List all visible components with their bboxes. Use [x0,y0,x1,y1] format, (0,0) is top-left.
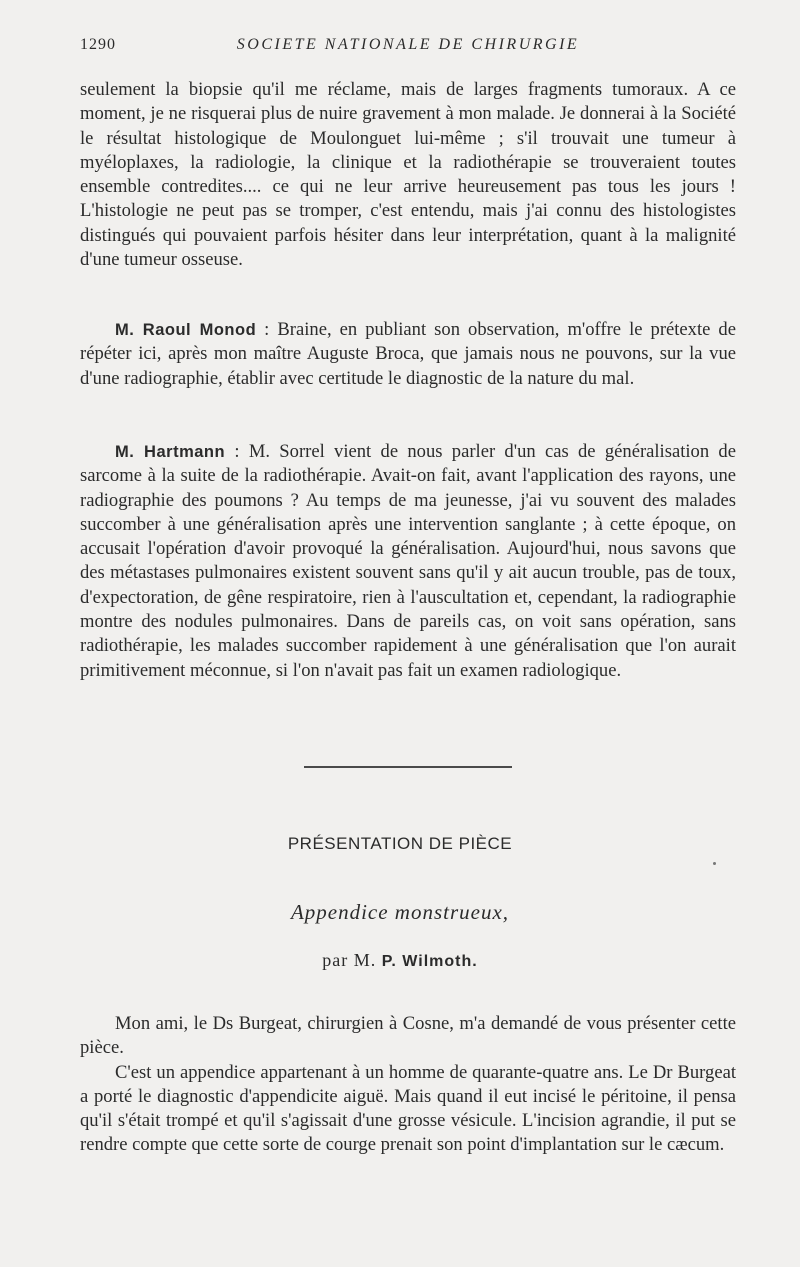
speaker-name: M. Raoul Monod [115,321,257,339]
paragraph: C'est un appendice appartenant à un homme de quarante-quatre ans. Le Dr Burgeat a porté le diagnostic d'appendicite aiguë. Mais quand il eut incisé le péritoine, il pensa qu'il s'était trompé et qu'il s'agissait d'une grosse vésicule. L'incision agrandie, il put se rendre compte que cette sorte de courge prenait son point d'implantation sur le cæcum. [80,1061,736,1156]
monod-remark [80,318,736,391]
paragraph [80,440,736,683]
article-title: Appendice monstrueux, [290,900,510,924]
byline-author: P. Wilmoth. [381,953,478,970]
article-body [80,1012,736,1158]
speaker-name: M. Hartmann [115,443,226,461]
section-divider [304,766,512,768]
remark-text: : M. Sorrel vient de nous parler d'un cas de généralisation de sarcome à la suite de la radiothérapie. Avait-on fait, avant l'application des rayons, une radiographie des poumons ? Au temps de ma jeunesse, j'ai vu souvent des malades succomber à une généralisation après une intervention sanglante ; à cette époque, on accusait l'opération d'avoir provoqué la généralisation. Aujourd'hui, nous savons que des métastases pulmonaires existent souvent sans qu'il y ait aucun trouble, pas de toux, d'expectoration, de gêne respiratoire, rien à l'auscultation et, cependant, la radiographie montre des nodules pulmonaires. Dans de pareils cas, on voit sans opération, sans radiothérapie, les malades succomber rapidement à une généralisation que l'on aurait primitivement méconnue, si l'on n'avait pas fait un examen radiologique. [80,441,736,681]
running-title: SOCIETE NATIONALE DE CHIRURGIE [236,36,580,53]
byline [0,950,800,971]
remark-text: : Braine, en publiant son observation, m'offre le prétexte de répéter ici, après mon maître Auguste Broca, que jamais nous ne pouvons, sur la vue d'une radiographie, établir avec certitude le diagnostic de la nature du mal. [80,319,736,389]
page-header [80,36,736,60]
byline-prefix: par M. [322,950,382,970]
print-speck [713,862,716,865]
paragraph [80,318,736,391]
section-heading: PRÉSENTATION DE PIÈCE [287,834,513,853]
hartmann-remark [80,440,736,683]
paragraph: Mon ami, le Ds Burgeat, chirurgien à Cosne, m'a demandé de vous présenter cette pièce. [80,1013,736,1059]
paragraph: seulement la biopsie qu'il me réclame, mais de larges fragments tumoraux. A ce moment, je ne risquerai plus de nuire gravement à mon malade. Je donnerai à la Société le résultat histologique de Moulonguet lui-même ; s'il trouvait une tumeur à myéloplaxes, la radiologie, la clinique et la radiothérapie se trouveraient toutes ensemble contredites.... ce qui ne leur arrive heureusement pas tous les jours ! L'histologie ne peut pas se tromper, c'est entendu, mais j'ai connu des histologistes distingués qui pouvaient parfois hésiter dans leur interprétation, quant à la malignité d'une tumeur osseuse. [80,79,736,271]
continued-paragraph [80,78,736,272]
page-number: 1290 [80,36,116,53]
